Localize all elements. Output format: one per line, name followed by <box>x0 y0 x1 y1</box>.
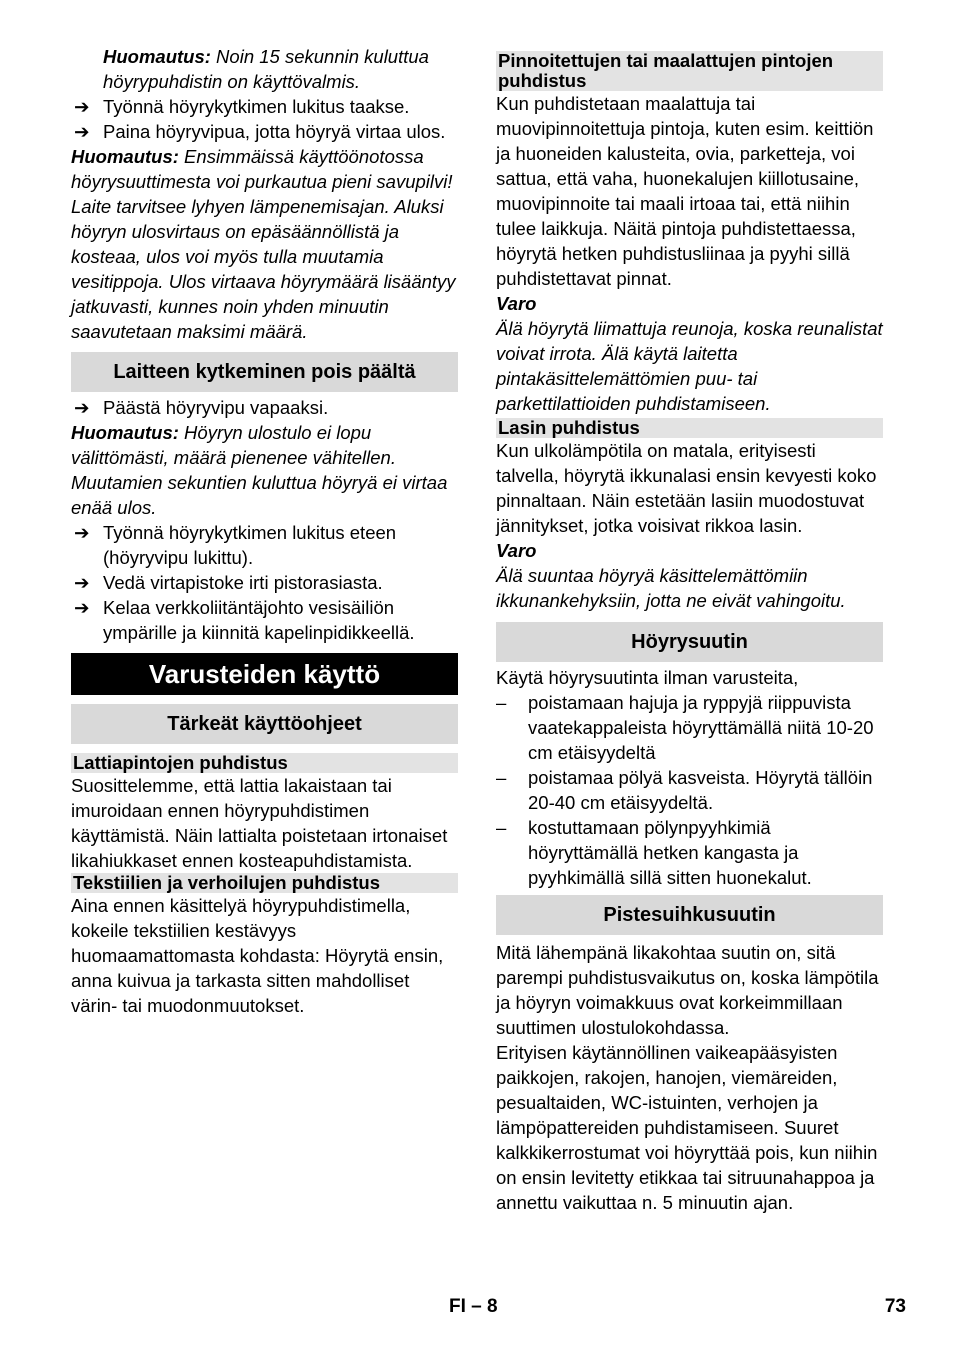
caution-label-2: Varo <box>496 540 537 561</box>
subheading-coated-surfaces: Pinnoitettujen tai maalattujen pintojen puhdistus <box>496 51 883 91</box>
caution-text-1: Älä höyrytä liimattuja reunoja, koska reunalistat voivat irrota. Älä käytä laitetta pintakäsittelemättömien puu- tai parkettilattioiden puhdistamiseen. <box>496 318 883 414</box>
caution-label-1: Varo <box>496 293 537 314</box>
spot-nozzle-text-2: Erityisen käytännöllinen vaikeapääsyisten paikkojen, rakojen, hanojen, viemäreiden, pesualtaiden, WC-istuinten, verhojen ja lämpöpattereiden puhdistamiseen. Suuret kalkkikerrostumat voi höyryttää pois, kun niihin on ensin levitetty etikkaa tai sitruunahappoa ja annettu vaikuttaa n. 5 minuutin ajan. <box>496 1042 878 1213</box>
arrow-right-icon: ➔ <box>74 597 90 618</box>
section-title-accessories: Varusteiden käyttö <box>71 653 458 695</box>
step-unplug: ➔ Vedä virtapistoke irti pistorasiasta. <box>74 572 383 593</box>
arrow-right-icon: ➔ <box>74 522 90 543</box>
subheading-textile-cleaning: Tekstiilien ja verhoilujen puhdistus <box>71 873 458 893</box>
subheading-glass-cleaning: Lasin puhdistus <box>496 418 883 438</box>
note-ready: Huomautus: Noin 15 sekunnin kuluttua höyrypuhdistin on käyttövalmis. <box>103 46 429 92</box>
step-release-lever: ➔ Päästä höyryvipu vapaaksi. <box>74 397 329 418</box>
coated-surfaces-text: Kun puhdistetaan maalattuja tai muovipinnoitettuja pintoja, kuten esim. keittiön ja huoneiden kalusteita, ovia, parketteja, voi sattua, että vaha, huonekalujen kiillotusaine, muovipinnoite tai maali irtoaa tai, että niihin tulee laikkuja. Näitä pintoja puhdistettaessa, höyrytä hetken puhdistusliinaa ja pyyhi sillä puhdistettavat pinnat. <box>496 93 874 289</box>
heading-important-tips: Tärkeät käyttöohjeet <box>71 704 458 744</box>
heading-switch-off: Laitteen kytkeminen pois päältä <box>71 352 458 392</box>
left-column <box>71 44 458 1018</box>
list-item: – kostuttamaan pölynpyyhkimiä höyryttämällä hetken kangasta ja pyyhkimällä sillä sitten huonekalut. <box>496 817 812 888</box>
subheading-floor-cleaning: Lattiapintojen puhdistus <box>71 753 458 773</box>
floor-cleaning-text: Suosittelemme, että lattia lakaistaan tai imuroidaan ennen höyrypuhdistimen käyttämistä. Näin lattialta poistetaan irtonaiset likahiukkaset ennen kosteapuhdistamista. <box>71 775 448 871</box>
heading-steam-nozzle: Höyrysuutin <box>496 622 883 662</box>
right-column <box>496 44 883 1215</box>
textile-cleaning-text: Aina ennen käsittelyä höyrypuhdistimella, kokeile tekstiilien kestävyys huomaamattomasta kohdasta: Höyrytä ensin, anna kuivua ja tarkasta sitten mahdolliset värin- tai muodonmuutokset. <box>71 895 444 1016</box>
step-lock: ➔ Työnnä höyrykytkimen lukitus eteen (höyryvipu lukittu). <box>74 522 397 568</box>
arrow-right-icon: ➔ <box>74 96 90 117</box>
page-number: 73 <box>884 1296 906 1317</box>
list-item: – poistamaa pölyä kasveista. Höyrytä tällöin 20-40 cm etäisyydeltä. <box>496 767 873 813</box>
arrow-right-icon: ➔ <box>74 121 90 142</box>
arrow-right-icon: ➔ <box>74 397 90 418</box>
note-steam-stop: Huomautus: Höyryn ulostulo ei lopu välittömästi, määrä pienenee vähitellen. Muutamien sekuntien kuluttua höyryä ei virtaa enää ulos. <box>71 422 448 518</box>
caution-text-2: Älä suuntaa höyryä käsittelemättömiin ikkunankehyksiin, jotta ne eivät vahingoitu. <box>496 565 846 611</box>
glass-cleaning-text: Kun ulkolämpötila on matala, erityisesti talvella, höyrytä ikkunalasi ensin kevyesti koko pinnaltaan. Näin estetään lasiin muodostuvat jännitykset, jotka voisivat rikkoa lasin. <box>496 440 877 536</box>
note-first-use: Huomautus: Ensimmäissä käyttöönotossa höyrysuuttimesta voi purkautua pieni savupilvi! Laite tarvitsee lyhyen lämpenemisajan. Aluksi höyryn ulosvirtaus on epäsäännöllistä ja kosteaa, ulos voi myös tulla muutamia vesitippoja. Ulos virtaava höyrymäärä lisääntyy jatkuvasti, kunnes noin yhden minuutin saavutetaan maksimi määrä. <box>71 146 456 342</box>
spot-nozzle-text-1: Mitä lähempänä likakohtaa suutin on, sitä parempi puhdistusvaikutus on, koska lämpötila ja höyryn voimakkuus ovat korkeimmillaan suuttimen ulostulokohdassa. <box>496 942 879 1038</box>
step-unlock: ➔ Työnnä höyrykytkimen lukitus taakse. <box>74 96 410 117</box>
heading-spot-nozzle: Pistesuihkusuutin <box>496 895 883 935</box>
step-wind-cable: ➔ Kelaa verkkoliitäntäjohto vesisäiliön ympärille ja kiinnitä kapelinpidikkeellä. <box>74 597 415 643</box>
steam-nozzle-intro: Käytä höyrysuutinta ilman varusteita, <box>496 667 799 688</box>
footer-section-label: FI – 8 <box>449 1296 498 1317</box>
step-press-lever: ➔ Paina höyryvipua, jotta höyryä virtaa ulos. <box>74 121 446 142</box>
arrow-right-icon: ➔ <box>74 572 90 593</box>
list-item: – poistamaan hajuja ja ryppyjä riippuvista vaatekappaleista höyryttämällä niitä 10-20 cm etäisyydeltä <box>496 692 874 763</box>
